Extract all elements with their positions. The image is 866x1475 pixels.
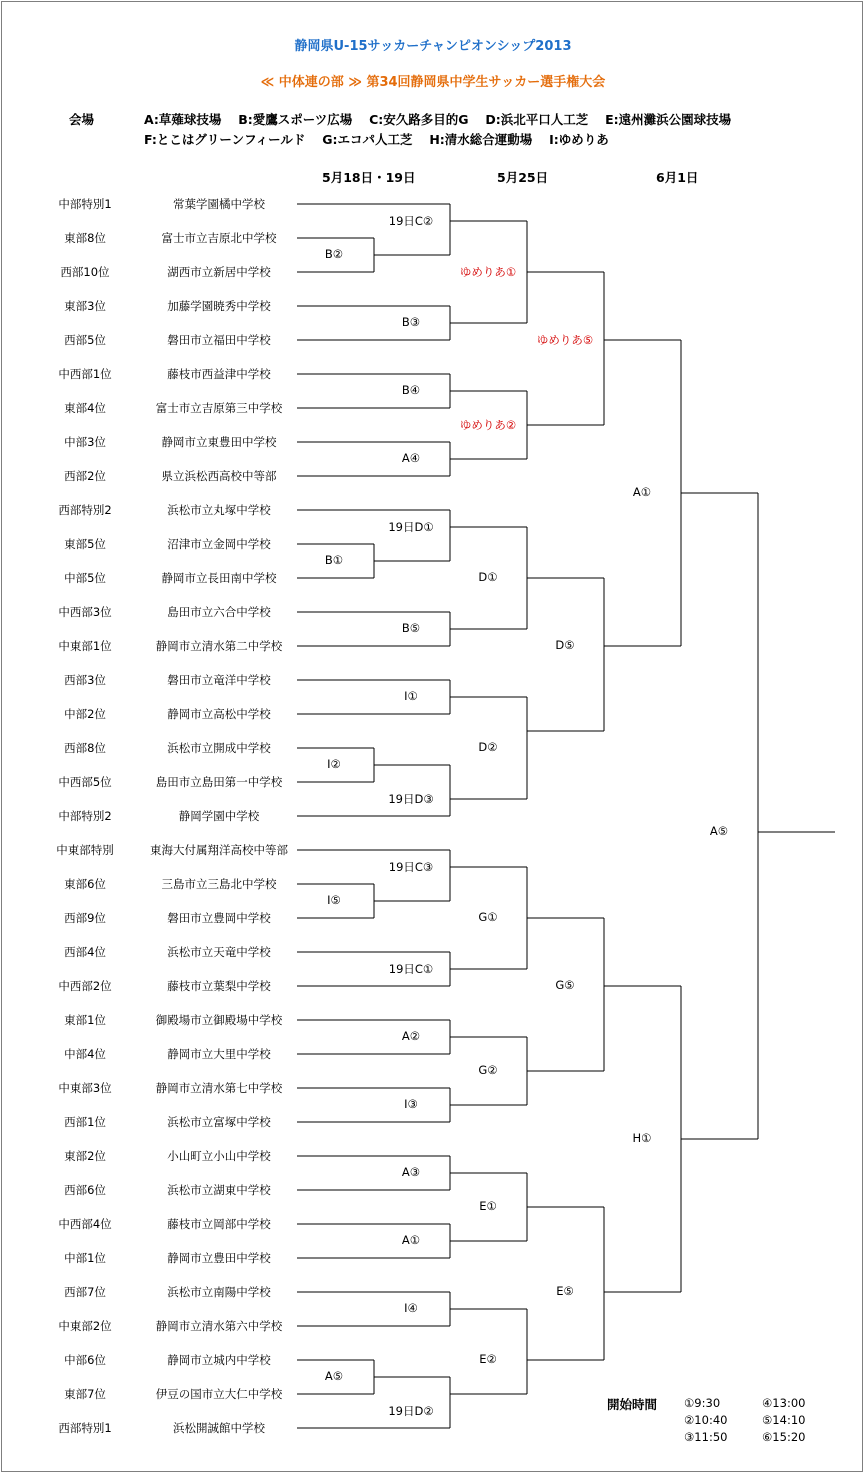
team-name: 静岡市立高松中学校 bbox=[167, 707, 271, 721]
team-seed: 中東部3位 bbox=[58, 1081, 112, 1095]
match-label: I④ bbox=[404, 1301, 418, 1315]
match-label: G① bbox=[478, 910, 498, 924]
team-name: 浜松市立南陽中学校 bbox=[167, 1285, 271, 1299]
match-label: D① bbox=[478, 570, 498, 584]
match-label: I② bbox=[327, 757, 341, 771]
venue-list-line1: A:草薙球技場 B:愛鷹スポーツ広場 C:安久路多目的G D:浜北平口人工芝 E:遠州灘浜公園球技場 bbox=[144, 112, 732, 127]
team-name: 富士市立吉原北中学校 bbox=[161, 231, 277, 245]
match-label: 19日D③ bbox=[388, 792, 434, 806]
page-subtitle: ≪ 中体連の部 ≫ 第34回静岡県中学生サッカー選手権大会 bbox=[260, 75, 606, 90]
match-label: E② bbox=[479, 1352, 497, 1366]
team-seed: 中部3位 bbox=[64, 435, 106, 449]
match-label: 19日D② bbox=[388, 1404, 434, 1418]
team-seed: 東部1位 bbox=[64, 1013, 106, 1027]
team-name: 藤枝市立葉梨中学校 bbox=[167, 979, 271, 993]
team-seed: 西部7位 bbox=[64, 1285, 106, 1299]
date-round2: 5月25日 bbox=[497, 170, 549, 185]
team-name: 静岡市立豊田中学校 bbox=[167, 1251, 271, 1265]
match-label: D⑤ bbox=[555, 638, 575, 652]
team-name: 沼津市立金岡中学校 bbox=[167, 537, 271, 551]
team-seed: 西部8位 bbox=[64, 741, 106, 755]
team-name: 富士市立吉原第三中学校 bbox=[155, 401, 283, 415]
match-label: 19日D① bbox=[388, 520, 434, 534]
team-seed: 中部特別1 bbox=[58, 197, 112, 211]
team-seed: 西部3位 bbox=[64, 673, 106, 687]
start-time: ①9:30 bbox=[684, 1396, 721, 1410]
team-name: 東海大付属翔洋高校中等部 bbox=[150, 843, 288, 857]
team-name: 藤枝市立岡部中学校 bbox=[167, 1217, 271, 1231]
match-label: B③ bbox=[401, 315, 421, 329]
team-name: 三島市立三島北中学校 bbox=[161, 877, 277, 891]
team-seed: 西部特別2 bbox=[58, 503, 112, 517]
team-seed: 中西部4位 bbox=[58, 1217, 112, 1231]
team-seed: 中西部3位 bbox=[58, 605, 112, 619]
team-name: 静岡市立清水第七中学校 bbox=[155, 1081, 283, 1095]
team-seed: 中東部特別 bbox=[56, 843, 114, 857]
match-label: 19日C② bbox=[388, 214, 434, 228]
start-time: ④13:00 bbox=[762, 1396, 806, 1410]
team-name: 浜松開誠館中学校 bbox=[173, 1421, 265, 1435]
team-seed: 中東部2位 bbox=[58, 1319, 112, 1333]
match-label: ゆめりあ② bbox=[459, 418, 517, 432]
venue-list-line2: F:とこはグリーンフィールド G:エコパ人工芝 H:清水総合運動場 I:ゆめりあ bbox=[144, 132, 609, 147]
team-name: 小山町立小山中学校 bbox=[167, 1149, 271, 1163]
match-label: A③ bbox=[401, 1165, 421, 1179]
team-seed: 東部6位 bbox=[64, 877, 106, 891]
team-seed: 西部6位 bbox=[64, 1183, 106, 1197]
match-label: ゆめりあ⑤ bbox=[536, 333, 594, 347]
team-seed: 中西部5位 bbox=[58, 775, 112, 789]
team-seed: 西部10位 bbox=[60, 265, 110, 279]
team-seed: 中部特別2 bbox=[58, 809, 112, 823]
team-name: 浜松市立天竜中学校 bbox=[167, 945, 271, 959]
team-seed: 西部2位 bbox=[64, 469, 106, 483]
match-label: A⑤ bbox=[709, 824, 729, 838]
match-label: B⑤ bbox=[401, 621, 421, 635]
team-seed: 西部5位 bbox=[64, 333, 106, 347]
match-label: A① bbox=[401, 1233, 421, 1247]
match-label: A⑤ bbox=[324, 1369, 344, 1383]
start-time: ⑥15:20 bbox=[762, 1430, 806, 1444]
match-label: G② bbox=[478, 1063, 498, 1077]
team-name: 静岡市立長田南中学校 bbox=[161, 571, 277, 585]
match-label: B④ bbox=[401, 383, 421, 397]
match-label: G⑤ bbox=[555, 978, 575, 992]
match-label: A④ bbox=[401, 451, 421, 465]
team-name: 静岡市立城内中学校 bbox=[167, 1353, 271, 1367]
team-seed: 東部8位 bbox=[64, 231, 106, 245]
team-name: 静岡市立清水第二中学校 bbox=[155, 639, 283, 653]
team-seed: 西部特別1 bbox=[58, 1421, 112, 1435]
match-label: B① bbox=[324, 553, 344, 567]
match-label: I③ bbox=[404, 1097, 418, 1111]
team-name: 常葉学園橘中学校 bbox=[173, 197, 265, 211]
team-seed: 中部5位 bbox=[64, 571, 106, 585]
team-seed: 中西部2位 bbox=[58, 979, 112, 993]
match-label: B② bbox=[324, 247, 344, 261]
venue-label: 会場 bbox=[69, 112, 95, 127]
team-name: 静岡市立清水第六中学校 bbox=[155, 1319, 283, 1333]
team-name: 湖西市立新居中学校 bbox=[167, 265, 271, 279]
team-name: 島田市立島田第一中学校 bbox=[155, 775, 283, 789]
team-name: 浜松市立丸塚中学校 bbox=[167, 503, 271, 517]
team-seed: 中部1位 bbox=[64, 1251, 106, 1265]
team-seed: 中部2位 bbox=[64, 707, 106, 721]
date-round3: 6月1日 bbox=[656, 170, 699, 185]
team-seed: 西部4位 bbox=[64, 945, 106, 959]
match-label: A① bbox=[632, 485, 652, 499]
team-seed: 中部6位 bbox=[64, 1353, 106, 1367]
team-name: 御殿場市立御殿場中学校 bbox=[155, 1013, 283, 1027]
team-name: 浜松市立開成中学校 bbox=[167, 741, 271, 755]
start-time: ②10:40 bbox=[684, 1413, 728, 1427]
match-label: E① bbox=[479, 1199, 497, 1213]
team-name: 磐田市立豊岡中学校 bbox=[167, 911, 271, 925]
team-name: 磐田市立福田中学校 bbox=[167, 333, 271, 347]
match-label: ゆめりあ① bbox=[459, 265, 517, 279]
team-name: 伊豆の国市立大仁中学校 bbox=[155, 1387, 283, 1401]
team-seed: 東部2位 bbox=[64, 1149, 106, 1163]
match-label: E⑤ bbox=[556, 1284, 574, 1298]
match-label: 19日C① bbox=[388, 962, 434, 976]
team-name: 静岡市立東豊田中学校 bbox=[161, 435, 277, 449]
team-name: 浜松市立富塚中学校 bbox=[167, 1115, 271, 1129]
team-name: 加藤学園暁秀中学校 bbox=[167, 299, 271, 313]
team-name: 県立浜松西高校中等部 bbox=[161, 469, 277, 483]
team-seed: 東部5位 bbox=[64, 537, 106, 551]
match-label: 19日C③ bbox=[388, 860, 434, 874]
team-name: 藤枝市西益津中学校 bbox=[167, 367, 271, 381]
match-label: I⑤ bbox=[327, 893, 341, 907]
start-time: ⑤14:10 bbox=[762, 1413, 806, 1427]
team-seed: 西部1位 bbox=[64, 1115, 106, 1129]
start-time: ③11:50 bbox=[684, 1430, 728, 1444]
team-name: 島田市立六合中学校 bbox=[167, 605, 271, 619]
date-round1: 5月18日・19日 bbox=[322, 170, 416, 185]
page-title: 静岡県U-15サッカーチャンピオンシップ2013 bbox=[294, 39, 572, 54]
team-seed: 中部4位 bbox=[64, 1047, 106, 1061]
team-name: 静岡学園中学校 bbox=[178, 809, 260, 823]
match-label: D② bbox=[478, 740, 498, 754]
match-label: I① bbox=[404, 689, 418, 703]
team-seed: 西部9位 bbox=[64, 911, 106, 925]
team-name: 浜松市立湖東中学校 bbox=[167, 1183, 271, 1197]
team-seed: 東部7位 bbox=[64, 1387, 106, 1401]
start-times-label: 開始時間 bbox=[607, 1397, 658, 1412]
team-seed: 中西部1位 bbox=[58, 367, 112, 381]
match-label: A② bbox=[401, 1029, 421, 1043]
team-seed: 中東部1位 bbox=[58, 639, 112, 653]
team-name: 磐田市立竜洋中学校 bbox=[167, 673, 271, 687]
team-name: 静岡市立大里中学校 bbox=[167, 1047, 271, 1061]
team-seed: 東部3位 bbox=[64, 299, 106, 313]
team-seed: 東部4位 bbox=[64, 401, 106, 415]
match-label: H① bbox=[632, 1131, 652, 1145]
